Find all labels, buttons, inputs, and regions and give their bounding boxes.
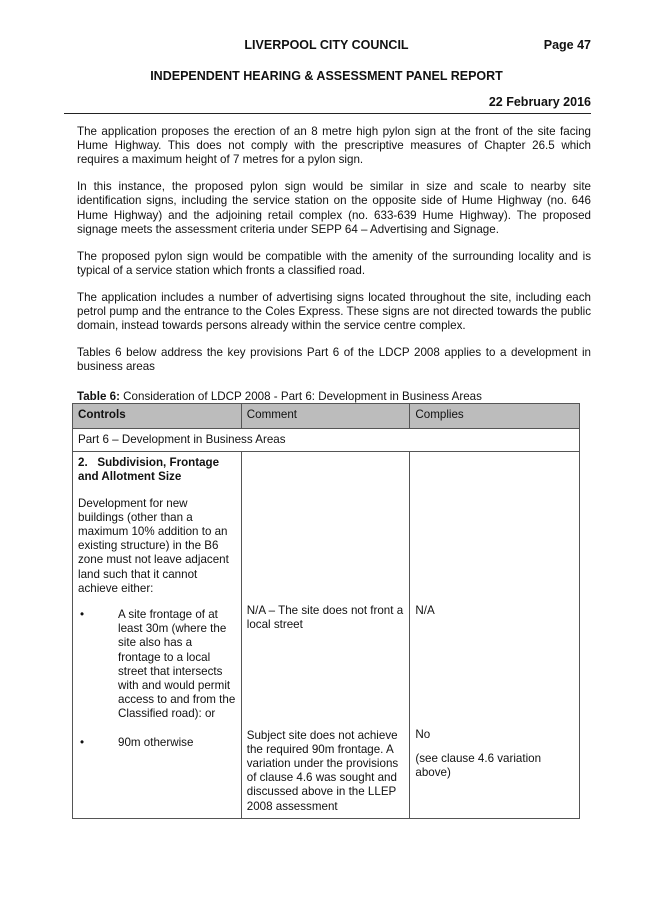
table-row: [73, 429, 580, 452]
comment-text: N/A – The site does not front a local street: [246, 604, 404, 632]
complies-value: N/A: [415, 604, 435, 618]
comment-text: Subject site does not achieve the required 90m frontage. A variation under the provisions of clause 4.6 was sought and discussed above in the LLEP 2008 assessment: [246, 728, 399, 813]
part-row: Part 6 – Development in Business Areas: [73, 429, 580, 452]
table-caption-text: Consideration of LDCP 2008 - Part 6: Development in Business Areas: [119, 390, 482, 403]
column-header-controls: Controls: [73, 404, 242, 429]
paragraph: The application includes a number of advertising signs located throughout the site, including each petrol pump and the entrance to the Coles Express. These signs are not directed towards the public domain, instead towards persons already within the service centre complex.: [77, 290, 591, 333]
controls-cell: [73, 452, 242, 819]
paragraph: The application proposes the erection of an 8 metre high pylon sign at the front of the site facing Hume Highway. This does not comply with the prescriptive measures of Chapter 26.5 which requires a maximum height of 7 metres for a pylon sign.: [77, 125, 591, 167]
paragraph: Tables 6 below address the key provisions Part 6 of the LDCP 2008 applies to a development in business areas: [77, 345, 591, 374]
report-date: 22 February 2016: [488, 95, 591, 109]
section-title: Subdivision, Frontage and Allotment Size: [78, 456, 220, 484]
section-number: 2.: [78, 456, 88, 470]
comment-cell: [241, 452, 410, 819]
page-number: Page 47: [543, 38, 591, 52]
control-text: 90m otherwise: [118, 735, 194, 749]
table-header-row: [73, 404, 580, 429]
paragraph: In this instance, the proposed pylon sign would be similar in size and scale to nearby site identification signs, including the service station on the opposite side of Hume Highway (no. 646 Hume Highway) and the adjoining retail complex (no. 633-639 Hume Highway). The proposed signage meets the assessment criteria under SEPP 64 – Advertising and Signage.: [77, 180, 591, 236]
complies-value: No: [415, 728, 431, 742]
section-intro: Development for new buildings (other than a maximum 10% addition to an existing structure) in the B6 zone must not leave adjacent land such that it cannot achieve either:: [78, 496, 229, 595]
list-item: [78, 736, 236, 750]
table-caption-label: Table 6:: [77, 390, 120, 403]
table-caption: [77, 390, 482, 403]
section-heading: [78, 456, 236, 484]
council-name: LIVERPOOL CITY COUNCIL: [244, 38, 409, 52]
column-header-complies: Complies: [410, 404, 580, 429]
ldcp-table: [72, 403, 580, 819]
complies-cell: [410, 452, 580, 819]
report-title: INDEPENDENT HEARING & ASSESSMENT PANEL REPORT: [150, 69, 503, 83]
bullet-icon: •: [80, 608, 85, 622]
list-item: [78, 608, 236, 722]
control-text: A site frontage of at least 30m (where the site also has a frontage to a local street that intersects with and would permit access to and from the Classified road): or: [118, 608, 236, 721]
page-header: [0, 38, 653, 56]
bullet-icon: •: [80, 735, 85, 749]
table-row: [73, 452, 580, 819]
paragraph: The proposed pylon sign would be compatible with the amenity of the surrounding locality and is typical of a service station which fronts a classified road.: [77, 249, 591, 277]
column-header-comment: Comment: [241, 404, 410, 429]
report-body: [77, 125, 591, 387]
complies-note: (see clause 4.6 variation above): [415, 751, 542, 779]
header-divider: [64, 113, 591, 114]
